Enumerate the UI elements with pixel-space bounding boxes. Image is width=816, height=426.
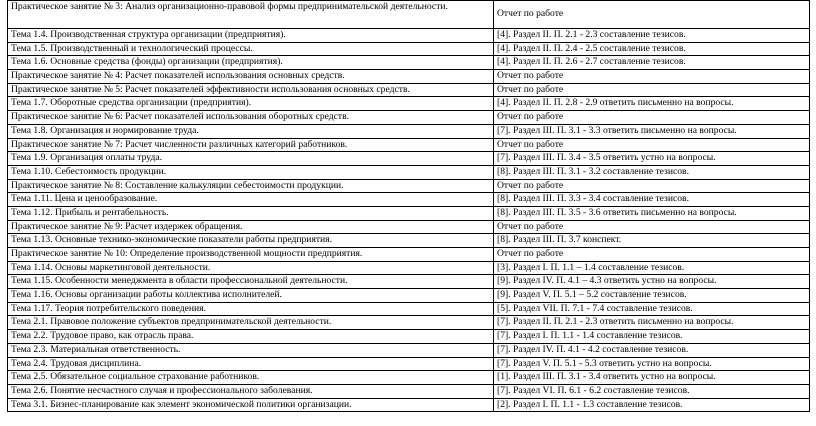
- topic-cell: Практическое занятие № 6: Расчет показателей использования оборотных средств.: [8, 111, 494, 125]
- topic-cell: Практическое занятие № 3: Анализ организационно-правовой формы предпринимательской деятельности.: [8, 1, 494, 29]
- table-row: [8, 124, 810, 138]
- topic-cell: Тема 1.13. Основные технико-экономические показатели работы предприятия.: [8, 234, 494, 248]
- topic-cell: Тема 2.1. Правовое положение субъектов предпринимательской деятельности.: [8, 316, 494, 330]
- task-cell: [4]. Раздел II. П. 2.1 - 2.3 составление тезисов.: [494, 29, 810, 43]
- table-row: [8, 234, 810, 248]
- topic-cell: Тема 1.4. Производственная структура организации (предприятия).: [8, 29, 494, 43]
- task-cell: [8]. Раздел III. П. 3.7 конспект.: [494, 234, 810, 248]
- task-cell: [4]. Раздел II. П. 2.4 - 2.5 составление тезисов.: [494, 42, 810, 56]
- table-row: [8, 357, 810, 371]
- task-cell: [8]. Раздел III. П. 3.1 - 3.2 составление тезисов.: [494, 165, 810, 179]
- topic-cell: Тема 2.3. Материальная ответственность.: [8, 343, 494, 357]
- task-cell: [4]. Раздел II. П. 2.6 - 2.7 составление тезисов.: [494, 56, 810, 70]
- table-row: [8, 29, 810, 43]
- task-cell: Отчет по работе: [494, 70, 810, 84]
- topic-cell: Тема 1.12. Прибыль и рентабельность.: [8, 206, 494, 220]
- table-row: [8, 248, 810, 262]
- topic-cell: Тема 1.9. Организация оплаты труда.: [8, 152, 494, 166]
- topic-cell: Тема 1.16. Основы организации работы коллектива исполнителей.: [8, 289, 494, 303]
- table-row: [8, 371, 810, 385]
- table-row: [8, 289, 810, 303]
- table-row: [8, 1, 810, 29]
- topic-cell: Практическое занятие № 5: Расчет показателей эффективности использования основных средств.: [8, 83, 494, 97]
- task-cell: Отчет по работе: [494, 179, 810, 193]
- task-cell: [7]. Раздел VI. П. 6.1 - 6.2 составление тезисов.: [494, 384, 810, 398]
- task-cell: [3]. Раздел I. П. 1.1 – 1.4 составление тезисов.: [494, 261, 810, 275]
- table-row: [8, 220, 810, 234]
- topic-cell: Тема 2.2. Трудовое право, как отрасль права.: [8, 330, 494, 344]
- task-cell: [9]. Раздел IV. П. 4.1 – 4.3 ответить устно на вопросы.: [494, 275, 810, 289]
- task-cell: [7]. Раздел IV. П. 4.1 - 4.2 составление тезисов.: [494, 343, 810, 357]
- table-row: [8, 343, 810, 357]
- topic-cell: Тема 1.11. Цена и ценообразование.: [8, 193, 494, 207]
- topic-cell: Тема 2.6. Понятие несчастного случая и профессионального заболевания.: [8, 384, 494, 398]
- table-row: [8, 165, 810, 179]
- task-cell: [7]. Раздел III. П. 3.4 - 3.5 ответить устно на вопросы.: [494, 152, 810, 166]
- schedule-table: [7, 0, 810, 412]
- topic-cell: Практическое занятие № 8: Составление калькуляции себестоимости продукции.: [8, 179, 494, 193]
- task-cell: Отчет по работе: [494, 1, 810, 29]
- task-cell: [4]. Раздел II. П. 2.8 - 2.9 ответить письменно на вопросы.: [494, 97, 810, 111]
- task-cell: Отчет по работе: [494, 220, 810, 234]
- topic-cell: Практическое занятие № 4: Расчет показателей использования основных средств.: [8, 70, 494, 84]
- table-row: [8, 56, 810, 70]
- table-row: [8, 330, 810, 344]
- topic-cell: Тема 1.10. Себестоимость продукции.: [8, 165, 494, 179]
- topic-cell: Практическое занятие № 7: Расчет численности различных категорий работников.: [8, 138, 494, 152]
- task-cell: Отчет по работе: [494, 138, 810, 152]
- task-cell: [7]. Раздел V. П. 5.1 - 5.3 ответить устно на вопросы.: [494, 357, 810, 371]
- table-row: [8, 152, 810, 166]
- table-row: [8, 42, 810, 56]
- table-row: [8, 97, 810, 111]
- task-cell: [5]. Раздел VII. П. 7.1 - 7.4 составление тезисов.: [494, 302, 810, 316]
- topic-cell: Тема 2.4. Трудовая дисциплина.: [8, 357, 494, 371]
- topic-cell: Практическое занятие № 9: Расчет издержек обращения.: [8, 220, 494, 234]
- topic-cell: Тема 1.6. Основные средства (фонды) организации (предприятия).: [8, 56, 494, 70]
- task-cell: [8]. Раздел III. П. 3.5 - 3.6 ответить письменно на вопросы.: [494, 206, 810, 220]
- topic-cell: Тема 1.14. Основы маркетинговой деятельности.: [8, 261, 494, 275]
- table-row: [8, 70, 810, 84]
- task-cell: [7]. Раздел II. П. 2.1 - 2.3 ответить письменно на вопросы.: [494, 316, 810, 330]
- topic-cell: Тема 1.15. Особенности менеджмента в области профессиональной деятельности.: [8, 275, 494, 289]
- task-cell: [1]. Раздел III. П. 3.1 - 3.4 ответить устно на вопросы.: [494, 371, 810, 385]
- table-row: [8, 138, 810, 152]
- schedule-table-body: [8, 1, 810, 412]
- table-row: [8, 275, 810, 289]
- table-row: [8, 302, 810, 316]
- topic-cell: Тема 1.7. Оборотные средства организации (предприятия).: [8, 97, 494, 111]
- table-row: [8, 193, 810, 207]
- table-row: [8, 316, 810, 330]
- topic-cell: Тема 3.1. Бизнес-планирование как элемент экономической политики организации.: [8, 398, 494, 412]
- table-row: [8, 179, 810, 193]
- topic-cell: Тема 1.5. Производственный и технологический процессы.: [8, 42, 494, 56]
- task-cell: [7]. Раздел I. П. 1.1 - 1.4 составление тезисов.: [494, 330, 810, 344]
- task-cell: [9]. Раздел V. П. 5.1 – 5.2 составление тезисов.: [494, 289, 810, 303]
- table-row: [8, 398, 810, 412]
- document-page: [7, 0, 809, 412]
- topic-cell: Тема 1.17. Теория потребительского поведения.: [8, 302, 494, 316]
- task-cell: [2]. Раздел I. П. 1.1 - 1.3 составление тезисов.: [494, 398, 810, 412]
- task-cell: [7]. Раздел III. П. 3.1 - 3.3 ответить письменно на вопросы.: [494, 124, 810, 138]
- topic-cell: Практическое занятие № 10: Определение производственной мощности предприятия.: [8, 248, 494, 262]
- topic-cell: Тема 1.8. Организация и нормирование труда.: [8, 124, 494, 138]
- task-cell: Отчет по работе: [494, 111, 810, 125]
- task-cell: Отчет по работе: [494, 83, 810, 97]
- table-row: [8, 206, 810, 220]
- task-cell: [8]. Раздел III. П. 3.3 - 3.4 составление тезисов.: [494, 193, 810, 207]
- table-row: [8, 261, 810, 275]
- table-row: [8, 83, 810, 97]
- table-row: [8, 111, 810, 125]
- table-row: [8, 384, 810, 398]
- topic-cell: Тема 2.5. Обязательное социальное страхование работников.: [8, 371, 494, 385]
- task-cell: Отчет по работе: [494, 248, 810, 262]
